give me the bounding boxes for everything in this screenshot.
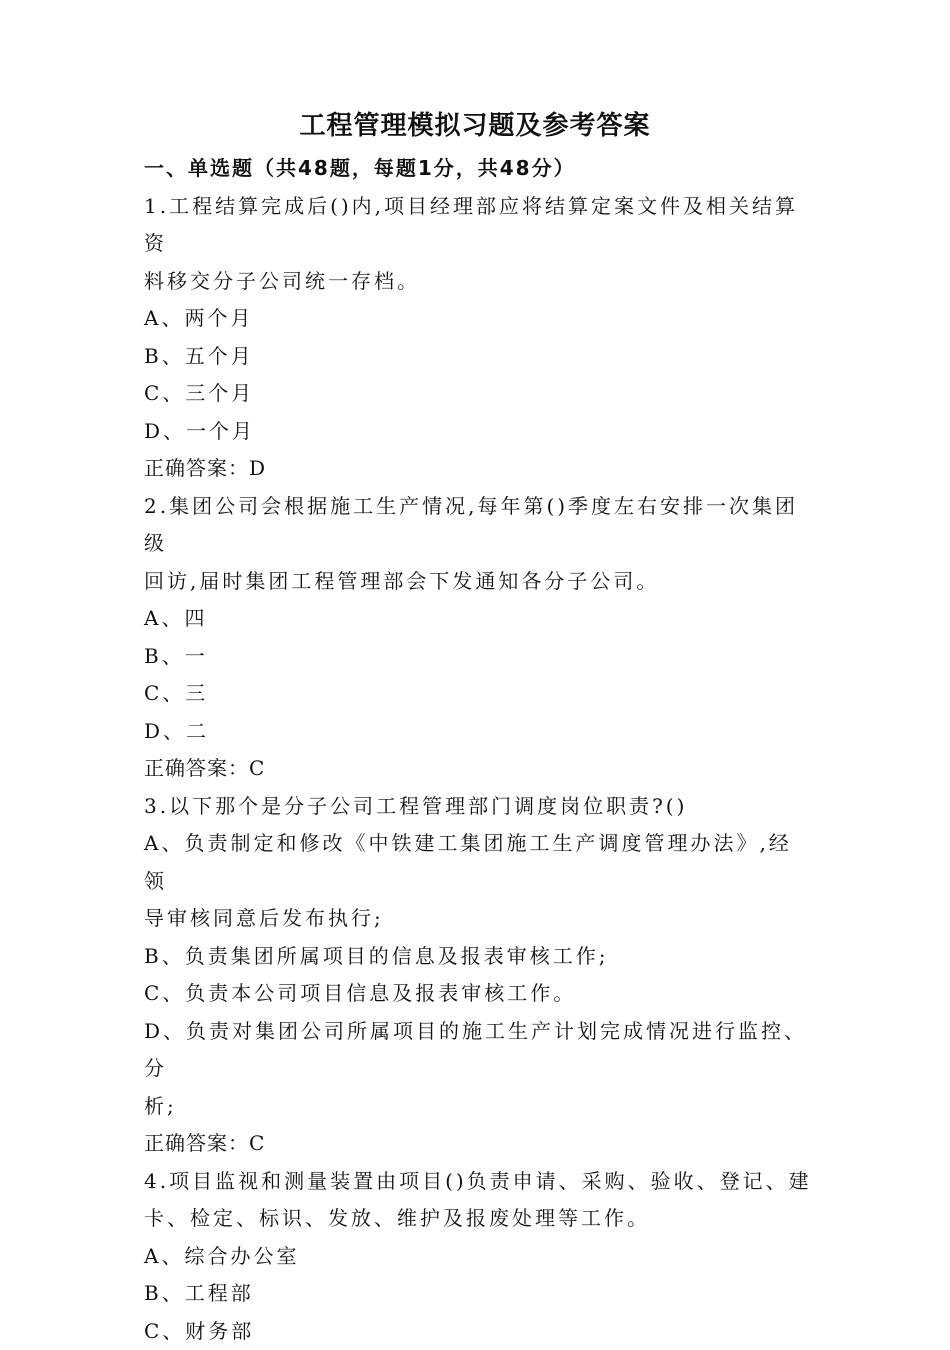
option-d-line: 析; bbox=[144, 1088, 814, 1126]
option-a: A、四 bbox=[144, 600, 814, 638]
option-d: D、一个月 bbox=[144, 413, 814, 451]
question-stem-line: 2.集团公司会根据施工生产情况,每年第()季度左右安排一次集团级 bbox=[144, 488, 814, 563]
correct-answer: 正确答案：D bbox=[144, 450, 814, 488]
option-a-line: 导审核同意后发布执行; bbox=[144, 900, 814, 938]
question-stem-line: 1.工程结算完成后()内,项目经理部应将结算定案文件及相关结算资 bbox=[144, 188, 814, 263]
question-2 bbox=[144, 488, 814, 788]
question-4 bbox=[144, 1163, 814, 1350]
correct-answer: 正确答案：C bbox=[144, 750, 814, 788]
question-stem-line: 卡、检定、标识、发放、维护及报废处理等工作。 bbox=[144, 1200, 814, 1238]
option-a: A、综合办公室 bbox=[144, 1238, 814, 1276]
document-title: 工程管理模拟习题及参考答案 bbox=[0, 106, 950, 146]
option-c: C、三 bbox=[144, 675, 814, 713]
document-body bbox=[144, 150, 814, 1350]
option-c: C、三个月 bbox=[144, 375, 814, 413]
question-stem-line: 3.以下那个是分子公司工程管理部门调度岗位职责?() bbox=[144, 788, 814, 826]
question-stem-line: 4.项目监视和测量装置由项目()负责申请、采购、验收、登记、建 bbox=[144, 1163, 814, 1201]
option-d: D、二 bbox=[144, 713, 814, 751]
option-b: B、一 bbox=[144, 638, 814, 676]
option-c: C、财务部 bbox=[144, 1313, 814, 1350]
section-heading: 一、单选题（共48题，每题1分，共48分） bbox=[144, 150, 814, 188]
option-a: A、两个月 bbox=[144, 300, 814, 338]
option-d-line: D、负责对集团公司所属项目的施工生产计划完成情况进行监控、分 bbox=[144, 1013, 814, 1088]
question-stem-line: 料移交分子公司统一存档。 bbox=[144, 263, 814, 301]
option-b: B、五个月 bbox=[144, 338, 814, 376]
option-a-line: A、负责制定和修改《中铁建工集团施工生产调度管理办法》,经领 bbox=[144, 825, 814, 900]
correct-answer: 正确答案：C bbox=[144, 1125, 814, 1163]
question-3 bbox=[144, 788, 814, 1163]
option-b: B、负责集团所属项目的信息及报表审核工作; bbox=[144, 938, 814, 976]
option-c: C、负责本公司项目信息及报表审核工作。 bbox=[144, 975, 814, 1013]
question-1 bbox=[144, 188, 814, 488]
question-stem-line: 回访,届时集团工程管理部会下发通知各分子公司。 bbox=[144, 563, 814, 601]
option-b: B、工程部 bbox=[144, 1275, 814, 1313]
